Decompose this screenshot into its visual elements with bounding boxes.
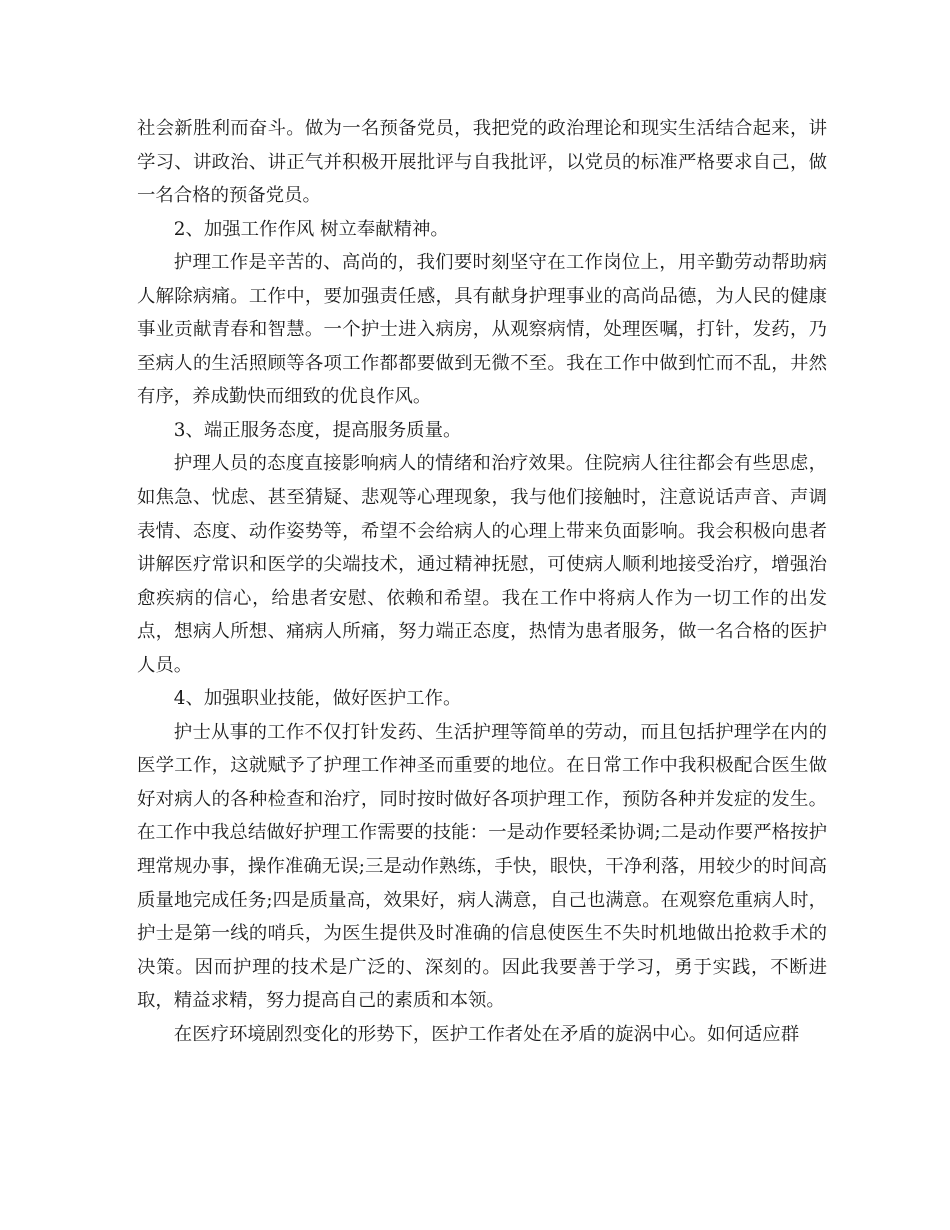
paragraph-patient-attitude: 护理人员的态度直接影响病人的情绪和治疗效果。住院病人往往都会有些思虑，如焦急、忧虑、甚至猜疑、悲观等心理现象，我与他们接触时，注意说话声音、声调表情、态度、动作姿势等，希望不会给病人的心理上带来负面影响。我会积极向患者讲解医疗常识和医学的尖端技术，通过精神抚慰，可使病人顺利地接受治疗，增强治愈疾病的信心，给患者安慰、依赖和希望。我在工作中将病人作为一切工作的出发点，想病人所想、痛病人所痛，努力端正态度，热情为患者服务，做一名合格的医护人员。 <box>137 453 827 676</box>
paragraph-nursing-dedication: 护理工作是辛苦的、高尚的，我们要时刻坚守在工作岗位上，用辛勤劳动帮助病人解除病痛。工作中，要加强责任感，具有献身护理事业的高尚品德，为人民的健康事业贡献青春和智慧。一个护士进入病房，从观察病情，处理医嘱，打针，发药，乃至病人的生活照顾等各项工作都都要做到无微不至。我在工作中做到忙而不乱，井然有序，养成勤快而细致的优良作风。 <box>137 252 827 408</box>
heading-work-style: 2、加强工作作风 树立奉献精神。 <box>173 218 449 240</box>
heading-service-attitude: 3、端正服务态度，提高服务质量。 <box>173 419 462 441</box>
paragraph-party-member: 社会新胜利而奋斗。做为一名预备党员，我把党的政治理论和现实生活结合起来，讲学习、讲政治、讲正气并积极开展批评与自我批评，以党员的标准严格要求自己，做一名合格的预备党员。 <box>137 118 827 207</box>
heading-professional-skills: 4、加强职业技能，做好医护工作。 <box>173 688 462 710</box>
paragraph-medical-environment: 在医疗环境剧烈变化的形势下，医护工作者处在矛盾的旋涡中心。如何适应群 <box>173 1023 800 1045</box>
paragraph-nursing-skills: 护士从事的工作不仅打针发药、生活护理等简单的劳动，而且包括护理学在内的医学工作，这就赋予了护理工作神圣而重要的地位。在日常工作中我积极配合医生做好对病人的各种检查和治疗，同时按时做好各项护理工作，预防各种并发症的发生。在工作中我总结做好护理工作需要的技能：一是动作要轻柔协调;二是动作要严格按护理常规办事，操作准确无误;三是动作熟练，手快，眼快，干净利落，用较少的时间高质量地完成任务;四是质量高，效果好，病人满意，自己也满意。在观察危重病人时， 护士是第一线的哨兵，为医生提供及时准确的信息使医生不失时机地做出抢救手术的决策。因而护理的技术是广泛的、深刻的。因此我要善于学习，勇于实践，不断进取，精益求精，努力提高自己的素质和本领。 <box>137 721 827 1012</box>
document-body <box>137 112 827 1051</box>
